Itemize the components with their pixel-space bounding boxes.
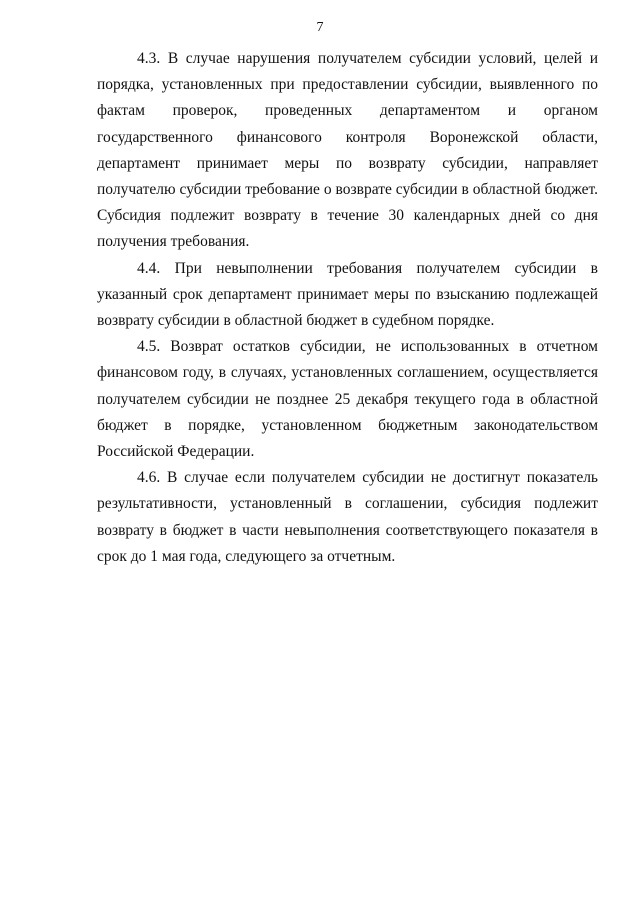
paragraph-4-6: 4.6. В случае если получателем субсидии не достигнут показатель результативности, установленный в соглашении, субсидия подлежит возврату в бюджет в части невыполнения соответствующего показателя в срок до 1 мая года, следующего за отчетным.	[97, 469, 598, 565]
paragraph-4-3: 4.3. В случае нарушения получателем субсидии условий, целей и порядка, установленных при предоставлении субсидии, выявленного по фактам проверок, проведенных департаментом и органом государственного финансового контроля Воронежской области, департамент принимает меры по возврату субсидии, направляет получателю субсидии требование о возврате субсидии в областной бюджет. Субсидия подлежит возврату в течение 30 календарных дней со дня получения требования.	[97, 50, 598, 251]
page-number: 7	[316, 20, 324, 35]
document-body	[97, 46, 598, 570]
paragraph-4-4: 4.4. При невыполнении требования получателем субсидии в указанный срок департамент принимает меры по взысканию подлежащей возврату субсидии в областной бюджет в судебном порядке.	[97, 259, 598, 330]
paragraph-4-5: 4.5. Возврат остатков субсидии, не использованных в отчетном финансовом году, в случаях, установленных соглашением, осуществляется получателем субсидии не позднее 25 декабря текущего года в областной бюджет в порядке, установленном бюджетным законодательством Российской Федерации.	[97, 338, 598, 461]
